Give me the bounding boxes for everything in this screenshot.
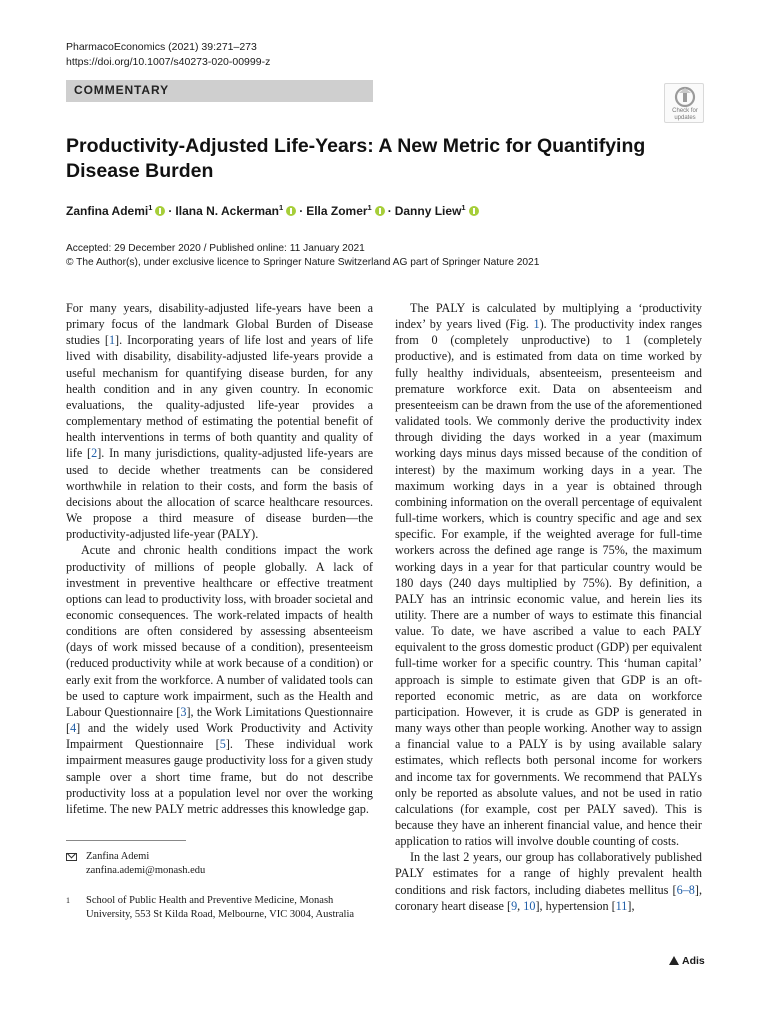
affiliation-text: School of Public Health and Preventive Medicine, Monash University, 553 St Kilda Road, Melbourne, VIC 3004, Australia bbox=[86, 895, 355, 920]
publisher-logo bbox=[669, 955, 705, 967]
check-for-updates-icon bbox=[674, 86, 696, 108]
author-name: Ilana N. Ackerman bbox=[175, 204, 280, 218]
orcid-icon[interactable] bbox=[286, 206, 296, 216]
article-title: Productivity-Adjusted Life-Years: A New Metric for Quantifying Disease Burden bbox=[66, 135, 646, 182]
journal-header bbox=[66, 40, 270, 70]
footnotes bbox=[66, 850, 373, 922]
citation-link[interactable]: 9 bbox=[511, 898, 518, 913]
body-paragraph bbox=[395, 300, 702, 849]
copyright-notice: © The Author(s), under exclusive licence to Springer Nature Switzerland AG part of Springer Nature 2021 bbox=[66, 257, 540, 268]
author-separator: · bbox=[168, 204, 173, 218]
body-text: ], coronary heart disease [ bbox=[395, 882, 702, 913]
body-text: ]. In many jurisdictions, quality-adjusted life-years are used to decide whether treatments can be considered worthwhile in relation to their costs, and form the basis of decisions about the allocation of scarce healthcare resources. We propose a third measure of disease burden—the productivity-adjusted life-year (PALY). bbox=[66, 446, 373, 542]
article-type-banner bbox=[66, 80, 373, 102]
body-column-right bbox=[395, 300, 702, 914]
body-text: In the last 2 years, our group has collaboratively published PALY estimates for a range of highly prevalent health conditions and risk factors, including diabetes mellitus [ bbox=[395, 850, 702, 897]
author-affiliation-number: 1 bbox=[367, 203, 372, 212]
adis-logo-icon bbox=[669, 956, 679, 965]
affiliation-number: 1 bbox=[66, 896, 70, 905]
citation-link[interactable]: 3 bbox=[180, 704, 187, 719]
author-list bbox=[66, 203, 479, 218]
body-paragraph bbox=[66, 542, 373, 817]
body-text: ], hypertension [ bbox=[535, 898, 616, 913]
author-affiliation-number: 1 bbox=[279, 203, 284, 212]
check-for-updates-badge[interactable] bbox=[664, 83, 704, 123]
check-for-updates-label: Check for updates bbox=[672, 108, 698, 121]
author-separator: · bbox=[387, 204, 392, 218]
body-text: ], the Work Limitations Questionnaire [ bbox=[66, 704, 373, 736]
citation-link[interactable]: 4 bbox=[70, 721, 77, 736]
body-text: ] and the widely used Work Productivity and Activity Impairment Questionnaire [ bbox=[66, 721, 373, 752]
author-name: Danny Liew bbox=[394, 204, 462, 218]
affiliation-footnote bbox=[66, 894, 373, 922]
publisher-name: Adis bbox=[682, 955, 705, 967]
doi-link[interactable]: https://doi.org/10.1007/s40273-020-00999-z bbox=[66, 56, 271, 68]
body-text: ]. Incorporating years of life lost and years of life lived with disability, disability-adjusted life-years provide a useful mechanism for quantifying disease burden, for any health condition and in any given country. In economic evaluations, the quality-adjusted life-year provides a complementary method of estimating the potential benefit of health interventions in terms of both quantity and quality of life [ bbox=[66, 333, 373, 461]
corresponding-author-name: Zanfina Ademi bbox=[86, 851, 150, 862]
body-text: ). The productivity index ranges from 0 (completely unproductive) to 1 (completely productive), and is estimated from data on time worked by fully healthy individuals, absenteeism, presenteeism and premature workforce exit. Data on absenteeism and presenteeism can be drawn from the use of the aforementioned validated tools. We commonly derive the productivity index through dividing the days worked in a year (maximum working days minus days missed because of the condition of interest) by the maximum working days in a year. The maximum working days in a year is obtained through combining information on the overall percentage of equivalent full-time workers, which is country specific and age and sex specific. For example, if the weighted average for full-time workers across the defined age range is 75%, the maximum working days in a year for that particular country would be 180 days (240 days multiplied by 75%). By definition, a PALY has an intrinsic economic value, and herein lies its utility. There are a number of ways to estimate this financial value. To date, we have ascribed a value to each PALY equivalent to the gross domestic product (GDP) per equivalent full-time worker for a specific country. This ‘human capital’ approach is simple to estimate given that GDP is an oft-reported economic metric, as are data on workforce participation. However, it is crude as GDP is generated in many ways other than people working. Another way to assign a financial value to a PALY is by using available salary estimates, which reflects both personal income for workers and income tax for governments. We recommend that PALYs only be reported as absolute values, and not be used in ratio calculations (for example, cost per PALY saved). This is because they have an inherent financial value, and hence their application to ratios will involve double counting of costs. bbox=[395, 317, 702, 849]
corresponding-author-email[interactable]: zanfina.ademi@monash.edu bbox=[86, 865, 206, 876]
body-text: Acute and chronic health conditions impact the work productivity of millions of people globally. A lack of investment in preventive healthcare or effective treatment options can lead to productivity loss, with broader societal and economic consequences. The work-related impacts of health conditions are often considered by assessing absenteeism (days of work missed because of a condition), presenteeism (reduced productivity while at work because of a condition) or early exit from the workforce. A number of validated tools can be used to capture work impairment, such as the Health and Labour Questionnaire [ bbox=[66, 543, 373, 719]
body-column-left bbox=[66, 300, 373, 817]
citation-link[interactable]: 1 bbox=[108, 333, 116, 348]
corresponding-author bbox=[66, 850, 373, 878]
author[interactable] bbox=[306, 204, 385, 218]
author-name: Zanfina Ademi bbox=[66, 204, 149, 218]
body-paragraph bbox=[395, 849, 702, 914]
footnote-divider bbox=[66, 840, 186, 841]
publication-dates bbox=[66, 242, 539, 270]
author[interactable] bbox=[395, 204, 479, 218]
citation-link[interactable]: 2 bbox=[91, 446, 98, 461]
accepted-published-dates: Accepted: 29 December 2020 / Published online: 11 January 2021 bbox=[66, 243, 365, 254]
envelope-icon bbox=[66, 853, 77, 861]
citation-link[interactable]: 5 bbox=[219, 737, 226, 752]
author-separator: · bbox=[299, 204, 304, 218]
orcid-icon[interactable] bbox=[155, 206, 165, 216]
author-affiliation-number: 1 bbox=[148, 203, 153, 212]
body-text: ]. These individual work impairment measures gauge productivity loss for a given study sample over a short time frame, but do not describe productivity loss at a population level nor over the working lifetime. The new PALY metric addresses this knowledge gap. bbox=[66, 737, 373, 816]
body-text: ], bbox=[627, 898, 635, 913]
author-name: Ella Zomer bbox=[306, 204, 368, 218]
author[interactable] bbox=[175, 204, 296, 218]
body-text: For many years, disability-adjusted life-years have been a primary focus of the landmark Global Burden of Disease studies [ bbox=[66, 301, 373, 348]
citation-link[interactable]: 1 bbox=[533, 317, 540, 332]
body-text: The PALY is calculated by multiplying a ‘productivity index’ by years lived (Fig. bbox=[395, 301, 702, 332]
citation-link[interactable]: 6–8 bbox=[676, 882, 695, 897]
orcid-icon[interactable] bbox=[469, 206, 479, 216]
orcid-icon[interactable] bbox=[375, 206, 385, 216]
body-text: , bbox=[517, 898, 524, 913]
author-affiliation-number: 1 bbox=[461, 203, 466, 212]
citation-link[interactable]: 11 bbox=[615, 898, 628, 913]
journal-citation: PharmacoEconomics (2021) 39:271–273 bbox=[66, 41, 257, 53]
author[interactable] bbox=[66, 204, 165, 218]
article-type-label: COMMENTARY bbox=[74, 83, 169, 97]
body-paragraph bbox=[66, 300, 373, 542]
citation-link[interactable]: 10 bbox=[523, 898, 536, 913]
